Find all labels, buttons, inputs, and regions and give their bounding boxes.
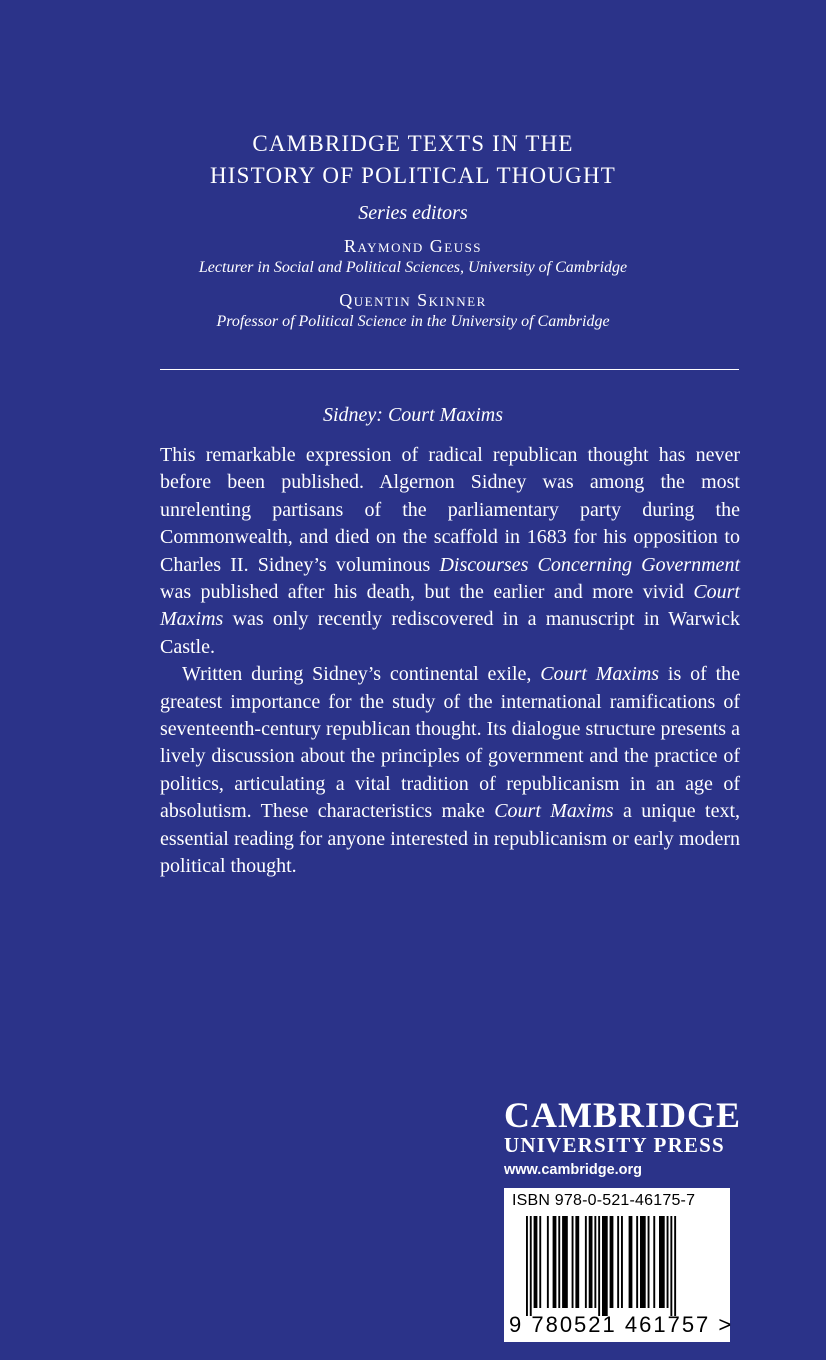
barcode-bar [610,1216,614,1308]
barcode-bar [659,1216,665,1308]
blurb-text: a unique text, essential reading for anyone interested in republicanism or early modern political thought. [160,800,740,878]
series-editors-heading: Series editors [358,202,468,224]
editor-name-geuss: Raymond Geuss [343,236,483,256]
barcode-bar [558,1216,560,1308]
barcode-bar [667,1216,669,1308]
barcode-bar [562,1216,568,1308]
barcode-bar [670,1216,672,1316]
barcode-bar [653,1216,655,1308]
barcode-digits: 9 780521 461757 > [509,1312,734,1337]
barcode-bar [636,1216,638,1308]
barcode-bar [572,1216,574,1308]
blurb-text: was published after his death, but the earlier and more vivid [160,581,694,604]
blurb [160,442,740,881]
blurb-paragraph-1 [160,442,740,661]
series-title-line2: HISTORY OF POLITICAL THOUGHT [209,163,617,188]
barcode-bar [629,1216,633,1308]
blurb-italic-title: Court Maxims [160,581,740,631]
series-block [0,128,826,333]
publisher-name: CAMBRIDGE [504,1095,742,1135]
blurb-text: was only recently rediscovered in a manuscript in Warwick Castle. [160,608,740,658]
blurb-text: Written during Sidney’s continental exile, [182,663,541,686]
barcode-bar [602,1216,608,1316]
barcode-bar [585,1216,587,1308]
barcode-bar [534,1216,538,1308]
blurb-text: is of the greatest importance for the study of the international ramifications of seventeenth-century republican thought. Its dialogue structure presents a lively discussion about the principles of government and the practice of politics, articulating a vital tradition of republicanism in an age of absolutism. These characteristics make [160,663,741,823]
blurb-paragraph-2 [160,661,740,880]
barcode-bar [530,1216,532,1316]
divider-rule [160,369,739,370]
barcode-bar [648,1216,650,1308]
blurb-italic-title: Court Maxims [494,800,614,823]
blurb-italic-title: Court Maxims [540,663,660,686]
book-title: Sidney: Court Maxims [323,404,503,426]
editor-name-skinner: Quentin Skinner [339,290,487,310]
editor-role-geuss: Lecturer in Social and Political Sciences, University of Cambridge [198,259,628,276]
publisher-url: www.cambridge.org [504,1162,643,1178]
barcode-bar [640,1216,646,1308]
barcode-bar [553,1216,557,1308]
barcode-bar [539,1216,541,1308]
publisher-logo [504,1096,744,1178]
barcode-bar [589,1216,593,1308]
barcode-bar [594,1216,596,1308]
barcode-bar [621,1216,623,1308]
editor-role-skinner: Professor of Political Science in the University of Cambridge [216,313,610,330]
barcode-box [504,1188,734,1342]
blurb-text: This remarkable expression of radical republican thought has never before been published. Algernon Sidney was among the most unrelenting partisans of the parliamentary party during the Commonwealth, and died on the scaffold in 1683 for his opposition to Charles II. Sidney’s voluminous [160,444,740,576]
barcode-bar [575,1216,579,1308]
barcode-bar [526,1216,528,1316]
barcode-bar [674,1216,676,1316]
barcode-bar [598,1216,600,1316]
publisher-press: UNIVERSITY PRESS [504,1133,725,1157]
isbn-label: ISBN 978-0-521-46175-7 [512,1192,696,1209]
barcode-bar [547,1216,549,1308]
barcode-bar [617,1216,619,1308]
blurb-italic-title: Discourses Concerning Government [439,553,740,576]
series-title-line1: CAMBRIDGE TEXTS IN THE [252,131,574,156]
